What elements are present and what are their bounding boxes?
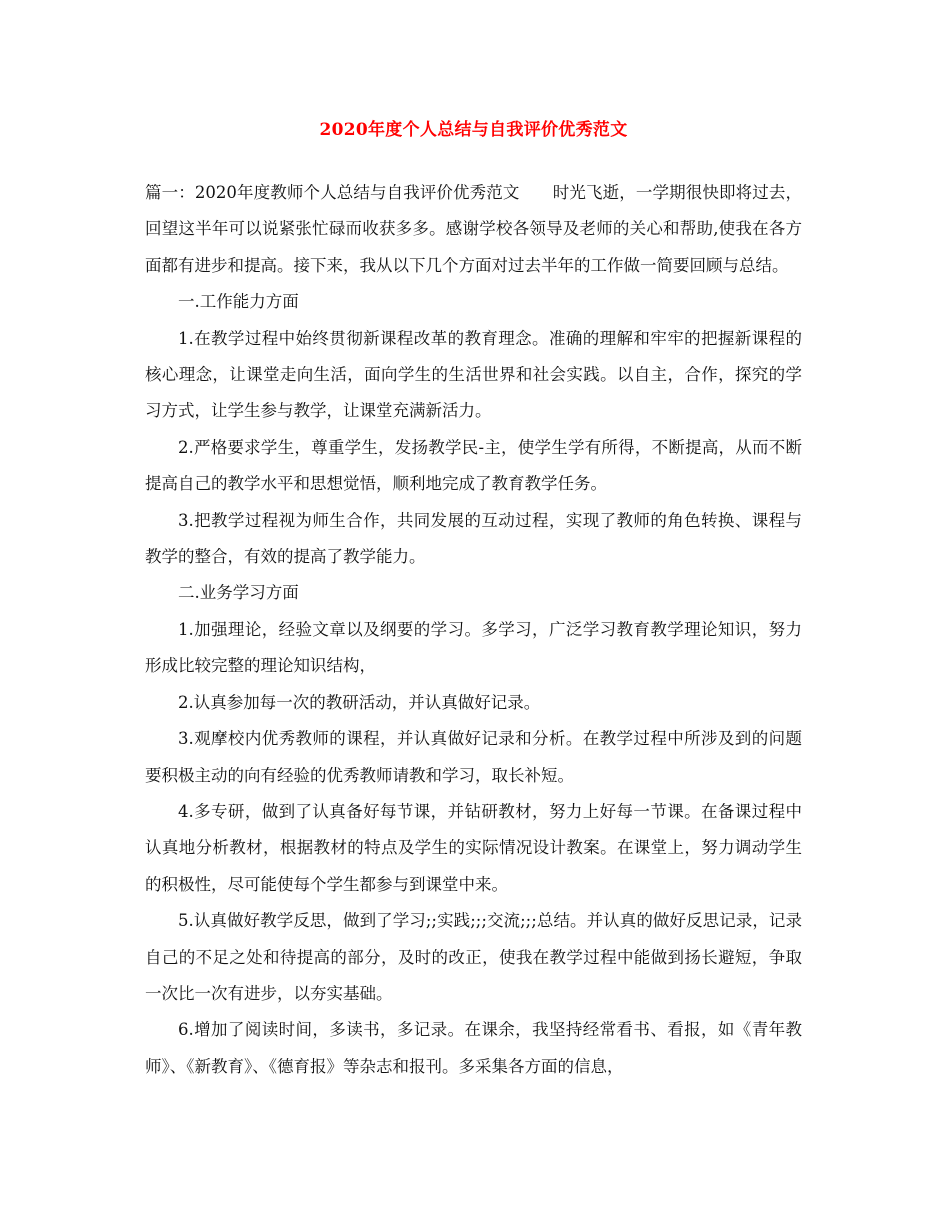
document-body: [145, 175, 802, 1085]
paragraph-item: 1.加强理论，经验文章以及纲要的学习。多学习，广泛学习教育教学理论知识，努力形成比较完整的理论知识结构，: [145, 619, 802, 676]
paragraph-item: 5.认真做好教学反思，做到了学习;;实践;;;交流;;;总结。并认真的做好反思记录，记录自己的不足之处和待提高的部分，及时的改正，使我在教学过程中能做到扬长避短，争取一次比一次有进步，以夯实基础。: [145, 911, 802, 1003]
section-heading-study: 二.业务学习方面: [178, 583, 299, 603]
paragraph-item: 1.在教学过程中始终贯彻新课程改革的教育理念。准确的理解和牢牢的把握新课程的核心理念，让课堂走向生活，面向学生的生活世界和社会实践。以自主，合作，探究的学习方式，让学生参与教学，让课堂充满新活力。: [145, 328, 802, 421]
paragraph-item: 6.增加了阅读时间，多读书，多记录。在课余，我坚持经常看书、看报，如《青年教师》、《新教育》、《德育报》等杂志和报刊。多采集各方面的信息，: [145, 1020, 802, 1076]
paragraph-item: 4.多专研，做到了认真备好每节课，并钻研教材，努力上好每一节课。在备课过程中认真地分析教材，根据教材的特点及学生的实际情况设计教案。在课堂上，努力调动学生的积极性，尽可能使每个学生都参与到课堂中来。: [145, 801, 802, 894]
paragraph-item: 3.观摩校内优秀教师的课程，并认真做好记录和分析。在教学过程中所涉及到的问题要积极主动的向有经验的优秀教师请教和学习，取长补短。: [145, 729, 802, 785]
section-heading-work-ability: 一.工作能力方面: [178, 292, 299, 312]
paragraph-item: 2.严格要求学生，尊重学生，发扬教学民-主，使学生学有所得，不断提高，从而不断提高自己的教学水平和思想觉悟，顺利地完成了教育教学任务。: [145, 437, 802, 494]
paragraph-intro: 篇一：2020年度教师个人总结与自我评价优秀范文 时光飞逝，一学期很快即将过去，回望这半年可以说紧张忙碌而收获多多。感谢学校各领导及老师的关心和帮助,使我在各方面都有进步和提高。接下来，我从以下几个方面对过去半年的工作做一简要回顾与总结。: [145, 183, 802, 275]
paragraph-item: 2.认真参加每一次的教研活动，并认真做好记录。: [178, 692, 541, 712]
document-title: 2020年度个人总结与自我评价优秀范文: [319, 120, 628, 140]
paragraph-item: 3.把教学过程视为师生合作，共同发展的互动过程，实现了教师的角色转换、课程与教学的整合，有效的提高了教学能力。: [145, 510, 802, 567]
